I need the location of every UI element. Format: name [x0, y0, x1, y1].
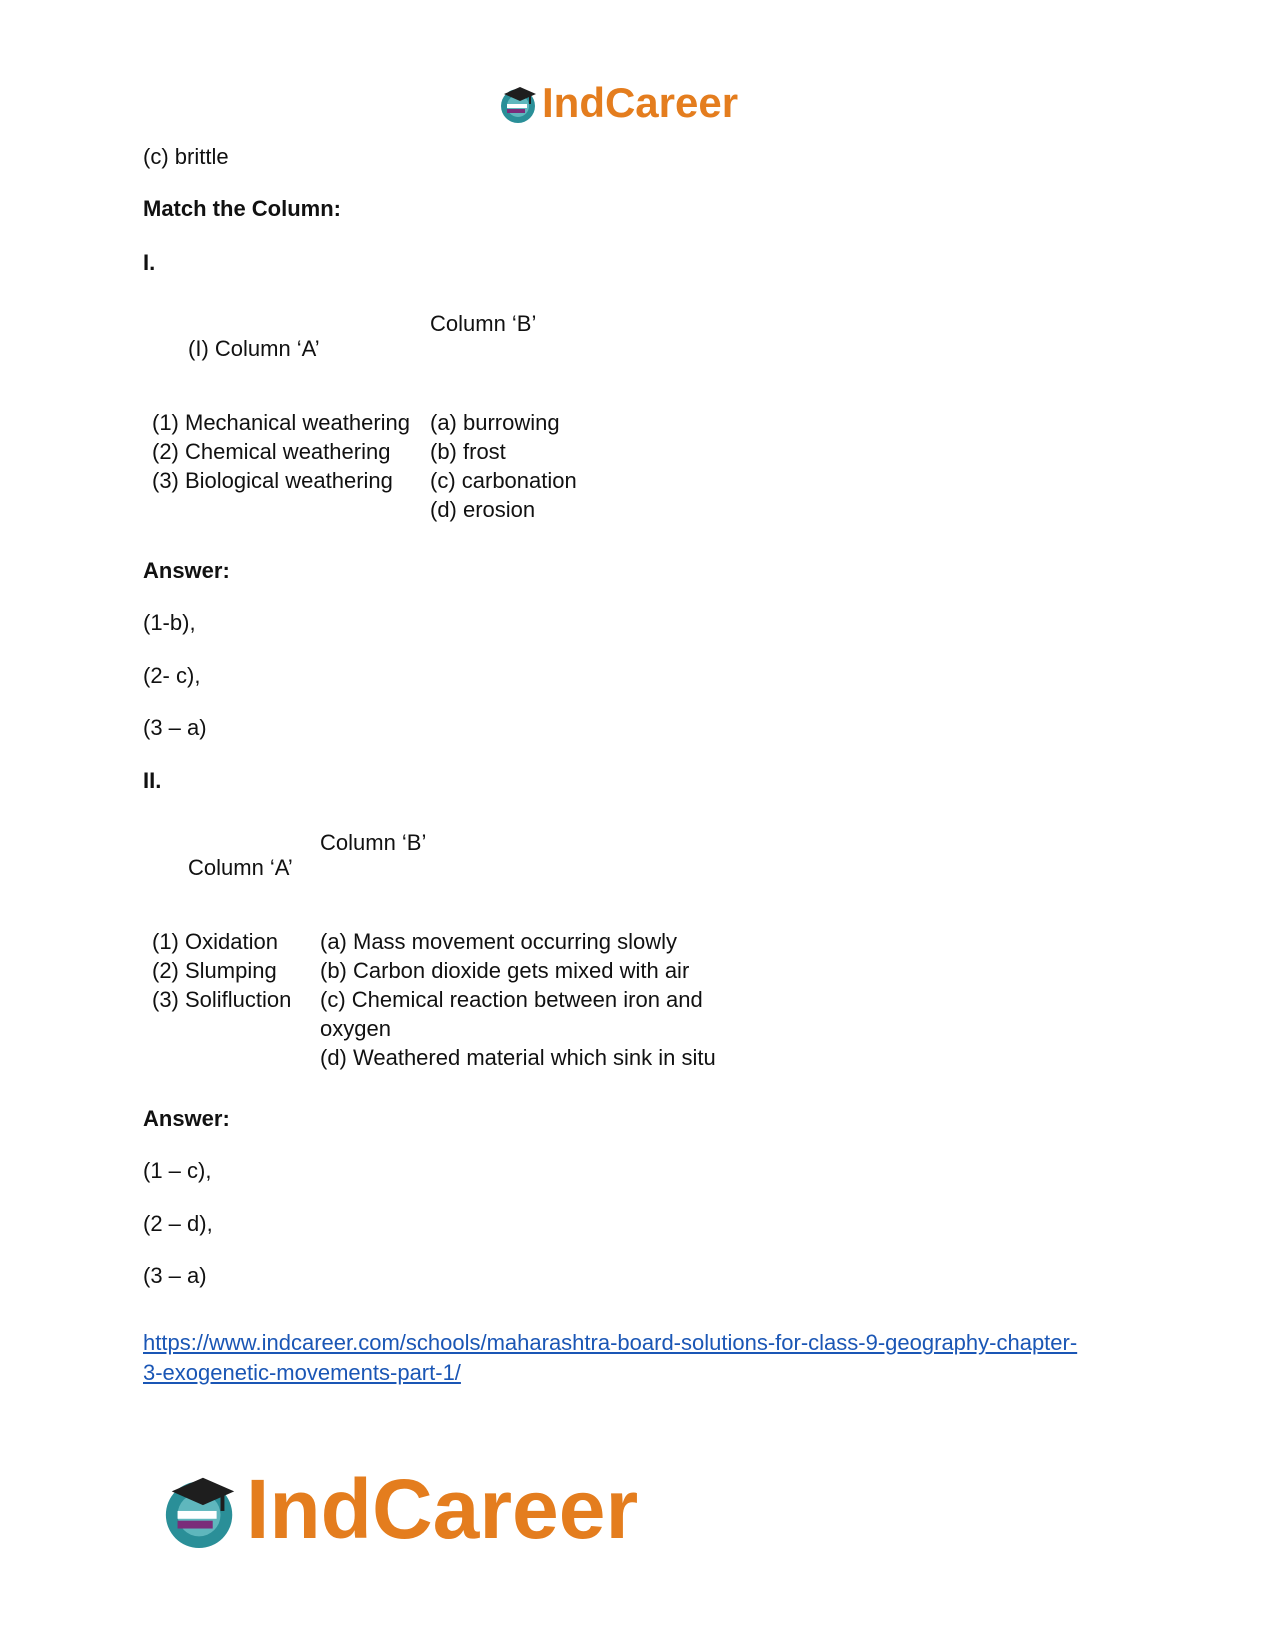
column-a-list-2	[152, 927, 291, 1014]
column-a-list-1	[152, 408, 410, 495]
section-label-2: II.	[143, 768, 162, 793]
answer-item: (2 – d),	[143, 1211, 213, 1236]
column-a-item: (1) Oxidation	[152, 929, 278, 954]
column-b-item: (c) carbonation	[430, 468, 577, 493]
source-link-line-2[interactable]: 3-exogenetic-movements-part-1/	[143, 1360, 461, 1385]
answer-item: (1-b),	[143, 610, 196, 635]
column-b-item: (b) Carbon dioxide gets mixed with air	[320, 958, 690, 983]
column-b-header-2: Column ‘B’	[320, 830, 427, 855]
indcareer-logo-bottom	[160, 1461, 639, 1556]
column-b-header-1: Column ‘B’	[430, 311, 537, 336]
answer-item: (3 – a)	[143, 1263, 207, 1288]
graduation-globe-icon	[498, 82, 540, 124]
column-a-item: (3) Biological weathering	[152, 468, 393, 493]
answer-label-1: Answer:	[143, 558, 230, 583]
column-a-item: (2) Chemical weathering	[152, 439, 391, 464]
column-b-item: (b) frost	[430, 439, 506, 464]
graduation-globe-icon	[160, 1468, 242, 1550]
answer-label-2: Answer:	[143, 1106, 230, 1131]
section-heading: Match the Column:	[143, 196, 341, 221]
answer-item: (3 – a)	[143, 715, 207, 740]
column-b-item: (d) Weathered material which sink in situ	[320, 1045, 716, 1070]
column-b-item: (a) burrowing	[430, 410, 560, 435]
brand-wordmark: IndCareer	[542, 79, 739, 126]
answer-item: (1 – c),	[143, 1158, 212, 1183]
column-a-item: (2) Slumping	[152, 958, 277, 983]
column-a-item: (1) Mechanical weathering	[152, 410, 411, 435]
column-a-item: (3) Solifluction	[152, 987, 292, 1012]
option-text: (c) brittle	[143, 144, 229, 169]
column-b-list-2	[320, 927, 716, 1072]
column-b-item: (a) Mass movement occurring slowly	[320, 929, 677, 954]
column-b-item: oxygen	[320, 1016, 391, 1041]
source-link-block	[143, 1328, 1077, 1388]
column-b-list-1	[430, 408, 577, 524]
column-b-item: (c) Chemical reaction between iron and	[320, 987, 703, 1012]
brand-wordmark: IndCareer	[246, 1461, 639, 1556]
indcareer-logo-top	[498, 80, 738, 126]
source-link-line-1[interactable]: https://www.indcareer.com/schools/maharashtra-board-solutions-for-class-9-geography-chapter-	[143, 1330, 1078, 1355]
column-b-item: (d) erosion	[430, 497, 536, 522]
section-label-1: I.	[143, 250, 156, 275]
column-a-header-1: (I) Column ‘A’	[188, 336, 320, 361]
answer-item: (2- c),	[143, 663, 201, 688]
column-a-header-2: Column ‘A’	[188, 855, 293, 880]
